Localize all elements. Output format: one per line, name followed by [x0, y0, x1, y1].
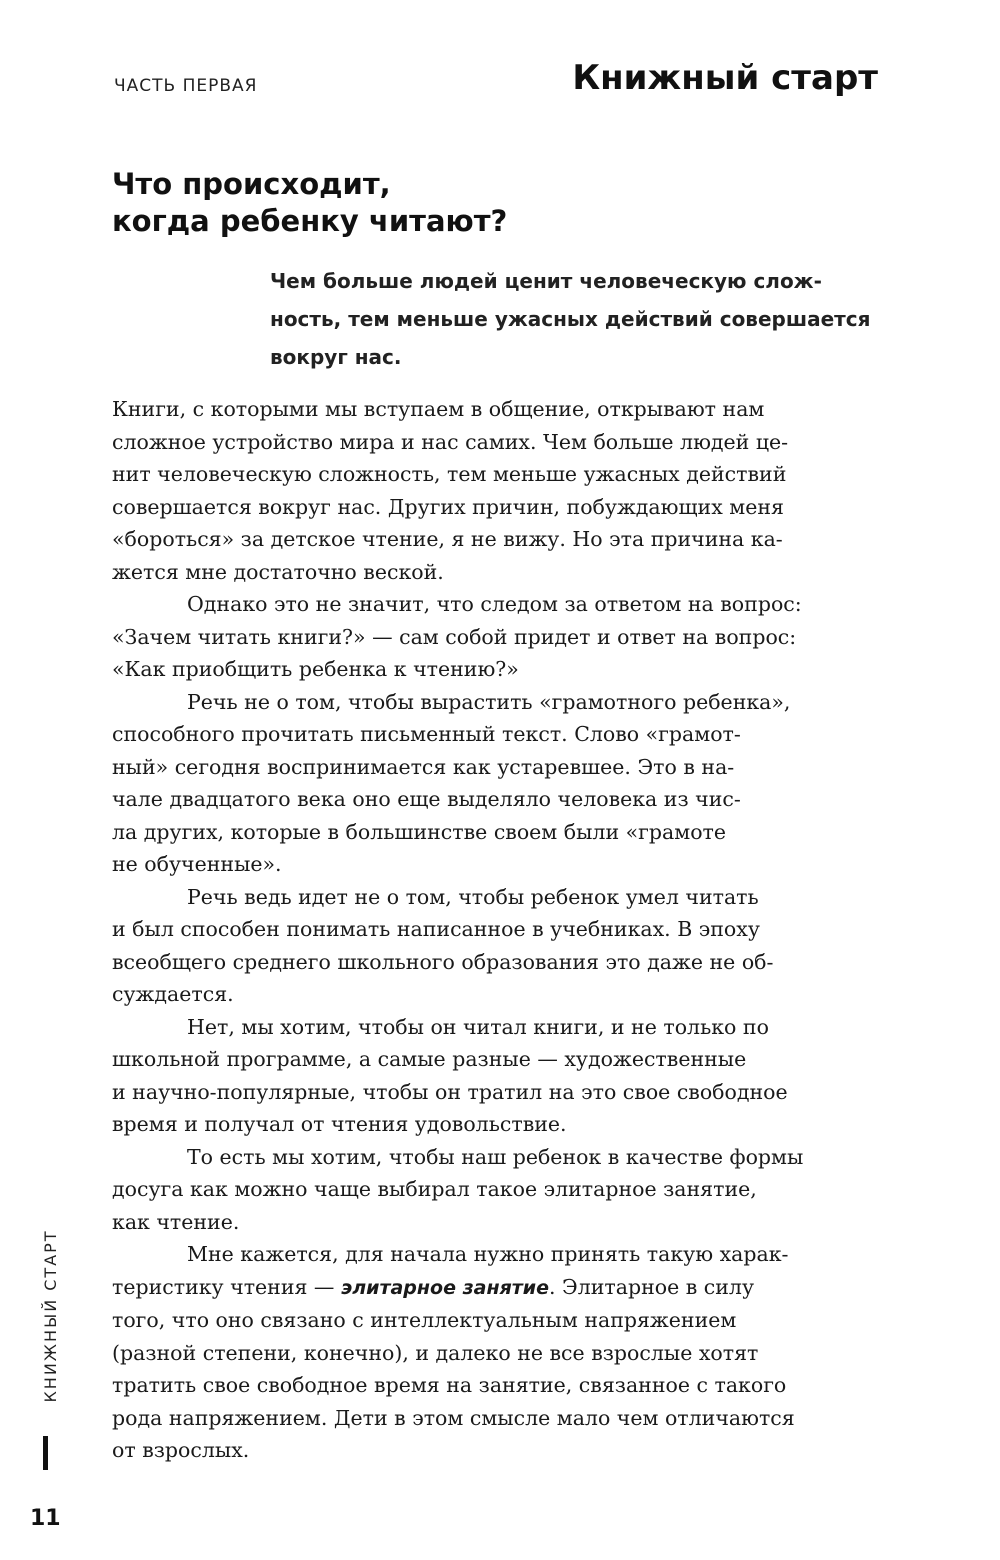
body-line: То есть мы хотим, чтобы наш ребенок в качестве формы [187, 1144, 804, 1169]
body-line: и научно-популярные, чтобы он тратил на это свое свободное [112, 1079, 788, 1104]
body-line: «бороться» за детское чтение, я не вижу. Но эта причина ка- [112, 527, 783, 551]
body-line: как чтение. [112, 1209, 240, 1234]
body-line: «Как приобщить ребенка к чтению?» [112, 657, 519, 681]
body-line: время и получал от чтения удовольствие. [112, 1112, 567, 1136]
epigraph-line: Чем больше людей ценит человеческую слож- [270, 269, 822, 293]
body-line: жется мне достаточно веской. [112, 559, 444, 584]
body-text [112, 393, 912, 1467]
body-line: Мне кажется, для начала нужно принять такую харак- [187, 1242, 789, 1266]
chapter-title: Книжный старт [572, 58, 878, 98]
emphasis-term: элитарное занятие [340, 1276, 549, 1299]
section-heading [112, 166, 507, 240]
body-line: рода напряжением. Дети в этом смысле мало чем отличаются [112, 1405, 795, 1430]
body-line: (разной степени, конечно), и далеко не все взрослые хотят [112, 1340, 759, 1365]
epigraph [270, 262, 900, 376]
body-line: от взрослых. [112, 1438, 250, 1462]
part-label: ЧАСТЬ ПЕРВАЯ [114, 76, 258, 96]
body-line: тратить свое свободное время на занятие, связанное с такого [112, 1373, 787, 1397]
body-line: Однако это не значит, что следом за ответом на вопрос: [187, 592, 802, 616]
body-line: школьной программе, а самые разные — художественные [112, 1047, 747, 1071]
body-line: суждается. [112, 982, 234, 1006]
body-line: сложное устройство мира и нас самих. Чем больше людей це- [112, 429, 789, 454]
body-line: не обученные». [112, 852, 282, 876]
body-line: Книги, с которыми мы вступаем в общение, открывают нам [112, 397, 765, 421]
body-line: нит человеческую сложность, тем меньше ужасных действий [112, 462, 787, 486]
body-line: того, что оно связано с интеллектуальным напряжением [112, 1308, 737, 1332]
body-line: «Зачем читать книги?» — сам собой придет и ответ на вопрос: [112, 624, 797, 649]
body-line: чале двадцатого века оно еще выделяло человека из чис- [112, 787, 741, 811]
body-line: способного прочитать письменный текст. Слово «грамот- [112, 722, 741, 746]
body-line: Речь не о том, чтобы вырастить «грамотного ребенка», [187, 689, 791, 714]
section-heading-line: когда ребенку читают? [112, 204, 508, 238]
body-line-part: . Элитарное в силу [548, 1274, 755, 1299]
section-heading-line: Что происходит, [112, 167, 391, 201]
body-line: всеобщего среднего школьного образования это даже не об- [112, 949, 774, 974]
page-number: 11 [30, 1506, 61, 1531]
body-line: ный» сегодня воспринимается как устаревшее. Это в на- [112, 754, 735, 779]
body-line: Речь ведь идет не о том, чтобы ребенок умел читать [187, 884, 759, 909]
body-line: Нет, мы хотим, чтобы он читал книги, и не только по [187, 1014, 769, 1039]
side-running-title [34, 1229, 66, 1403]
body-line-part: теристику чтения — [112, 1274, 341, 1299]
epigraph-line: ность, тем меньше ужасных действий совершается [270, 307, 871, 331]
body-line: и был способен понимать написанное в учебниках. В эпоху [112, 917, 760, 941]
body-line: досуга как можно чаще выбирал такое элитарное занятие, [112, 1177, 757, 1201]
epigraph-line: вокруг нас. [270, 345, 402, 369]
side-running-title-text: КНИЖНЫЙ СТАРТ [40, 1229, 60, 1403]
side-bar-divider [43, 1436, 48, 1470]
body-line: ла других, которые в большинстве своем были «грамоте [112, 819, 727, 844]
body-line-with-emphasis [112, 1271, 912, 1305]
body-line: совершается вокруг нас. Других причин, побуждающих меня [112, 494, 784, 519]
